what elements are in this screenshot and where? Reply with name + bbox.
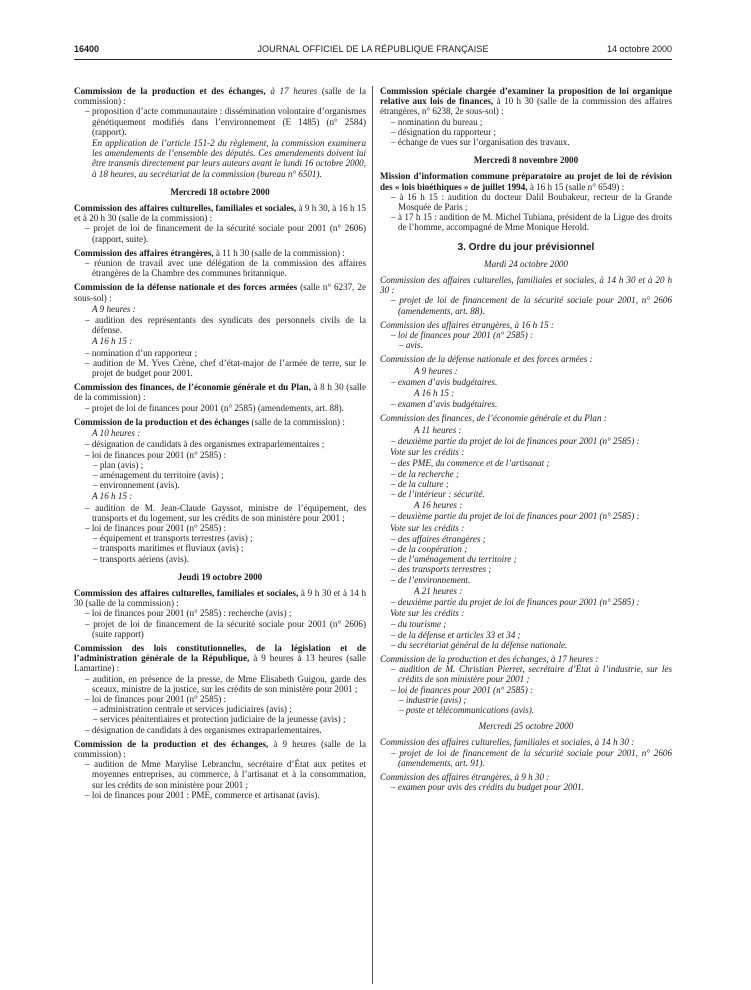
committee-heading: Commission spéciale chargée d’examiner la proposition de loi organique relative aux lois de finances, à 10 h 30 (salle de la commission des affaires étrangères, n° 6238, 2e sous-sol) : <box>380 86 673 117</box>
agenda-subitem: – aménagement du territoire (avis) ; <box>93 469 224 480</box>
committee-heading: Commission des finances, de l’économie générale et du Plan, à 8 h 30 (salle de la commission) : <box>74 382 366 403</box>
vote-label: Vote sur les crédits : <box>390 608 465 619</box>
committee-heading: Commission de la défense nationale et des forces armées (salle n° 6237, 2e sous-sol) : <box>74 282 366 303</box>
credit-item: – des affaires étrangères ; <box>391 533 486 544</box>
agenda-item: – loi de finances pour 2001 : PME, commerce et artisanat (avis). <box>85 789 320 800</box>
committee-heading: Commission des affaires étrangères, à 11 h 30 (salle de la commission) : <box>74 247 345 258</box>
agenda-item: – audition des représentants des syndicats des personnels civils de la défense. <box>85 315 366 336</box>
agenda-item: – audition de M. Christian Pierret, secrétaire d’État à l’industrie, sur les crédits de son ministère pour 2001 ; <box>391 664 672 685</box>
credit-item: – de la recherche ; <box>391 468 460 479</box>
credit-item: – de l’intérieur : sécurité. <box>391 488 485 499</box>
section-title: 3. Ordre du jour prévisionnel <box>457 241 595 253</box>
agenda-block <box>74 417 366 564</box>
agenda-block <box>380 354 672 409</box>
committee-heading: Commission des lois constitutionnelles, de la législation et de l’administration générale de la République, à 9 heures à 13 heures (salle Lamartine) : <box>74 642 366 674</box>
agenda-item: – audition de M. Jean-Claude Gayssot, ministre de l’équipement, des transports et du logement, sur les crédits de son ministère pour 2001 ; <box>85 502 366 523</box>
time-label: A 9 heures : <box>414 365 458 376</box>
agenda-item: – projet de loi de financement de la sécurité sociale pour 2001 (n° 2606) (rapport, suite). <box>85 223 366 244</box>
agenda-item: – projet de loi de finances pour 2001 (n° 2585) (amendements, art. 88). <box>85 402 344 413</box>
agenda-block <box>380 413 672 649</box>
committee-heading: Commission des affaires culturelles, familiales et sociales, à 9 h 30, à 16 h 15 et à 20 h 30 (salle de la commission) : <box>74 203 366 224</box>
time-label: A 11 heures : <box>414 424 462 435</box>
agenda-item: – examen d’avis budgétaires. <box>391 376 498 387</box>
agenda-item: – examen d’avis budgétaires. <box>391 399 498 410</box>
committee-heading: Commission de la production et des échanges (salle de la commission) : <box>74 416 345 427</box>
agenda-block <box>74 203 366 244</box>
committee-heading: Commission des affaires culturelles, familiales et sociales, à 14 h 30 et à 20 h 30 : <box>380 275 672 296</box>
agenda-item: – deuxième partie du projet de loi de finances pour 2001 (n° 2585) : <box>391 596 640 607</box>
column-divider <box>372 86 373 984</box>
date-heading: Mardi 24 octobre 2000 <box>484 258 568 269</box>
committee-heading: Commission des affaires culturelles, familiales et sociales, à 9 h 30 et à 14 h 30 (salle de la commission) : <box>74 587 366 609</box>
agenda-subitem: – poste et télécommunications (avis). <box>399 704 535 715</box>
agenda-item: – examen pour avis des crédits du budget pour 2001. <box>391 782 584 793</box>
agenda-block <box>380 772 672 792</box>
page-header <box>74 44 672 58</box>
agenda-item: – loi de finances pour 2001 (n° 2585) : <box>85 522 227 533</box>
committee-heading: Mission d’information commune préparatoire au projet de loi de révision des « lois bioéthiques » de juillet 1994, à 16 h 15 (salle n° 6549) : <box>380 171 672 192</box>
agenda-item: – désignation du rapporteur ; <box>391 126 497 137</box>
agenda-block <box>380 320 672 351</box>
date-heading: Mercredi 18 octobre 2000 <box>170 186 270 197</box>
agenda-item: – projet de loi de financement de la sécurité sociale pour 2001 (n° 2606) (suite rapport) <box>85 618 366 639</box>
agenda-item: – audition de M. Yves Crène, chef d’état-major de l’armée de terre, sur le projet de budget pour 2001. <box>85 357 366 379</box>
right-column <box>380 86 672 796</box>
agenda-block <box>380 275 672 316</box>
time-label: A 16 h 15 : <box>414 388 455 399</box>
agenda-item: – loi de finances pour 2001 (n° 2585) : <box>85 449 227 460</box>
date-heading: Mercredi 8 novembre 2000 <box>473 155 579 166</box>
agenda-subitem: – industrie (avis) ; <box>399 694 467 705</box>
agenda-subitem: – équipement et transports terrestres (avis) ; <box>93 533 253 544</box>
agenda-block <box>380 737 672 768</box>
vote-label: Vote sur les crédits : <box>390 447 465 458</box>
agenda-block <box>74 643 366 735</box>
time-label: A 16 h 15 : <box>92 491 133 502</box>
agenda-subitem: – plan (avis) ; <box>93 459 144 470</box>
committee-heading: Commission de la production et des échanges, à 17 heures : <box>380 653 599 664</box>
credit-item: – de l’aménagement du territoire ; <box>391 554 517 565</box>
agenda-item: – nomination d’un rapporteur ; <box>85 347 198 358</box>
committee-heading: Commission des affaires étrangères, à 9 h 30 : <box>380 771 550 782</box>
agenda-item: – proposition d’acte communautaire : dissémination volontaire d’organismes génétiquement modifiés dans l’environnement (E 1485) (n° 2584) (rapport). <box>85 106 366 137</box>
agenda-block <box>74 248 366 279</box>
committee-heading: Commission des finances, de l’économie générale et du Plan : <box>380 413 607 424</box>
time-label: A 16 heures : <box>414 500 463 511</box>
agenda-item: – désignation de candidats à des organismes extraparlementaires ; <box>85 439 325 450</box>
agenda-item: – échange de vues sur l’organisation des travaux. <box>391 137 570 148</box>
agenda-item: – audition, en présence de la presse, de Mme Elisabeth Guigou, garde des sceaux, ministre de la justice, sur les crédits de son ministère pour 2001 ; <box>85 673 366 694</box>
issue-date: 14 octobre 2000 <box>606 44 672 54</box>
agenda-item: – deuxième partie du projet de loi de finances pour 2001 (n° 2585) : <box>391 435 640 446</box>
agenda-block <box>380 654 672 715</box>
agenda-item: – loi de finances pour 2001 (n° 2585) : <box>391 330 534 341</box>
agenda-block <box>380 86 672 147</box>
date-heading: Mercredi 25 octobre 2000 <box>478 721 574 732</box>
agenda-item: – désignation de candidats à des organismes extraparlementaires. <box>85 724 322 735</box>
agenda-block <box>74 739 366 800</box>
committee-heading: Commission de la défense nationale et des forces armées : <box>380 354 593 365</box>
agenda-block <box>74 382 366 413</box>
credit-item: – de la défense et articles 33 et 34 ; <box>391 629 521 640</box>
time-label: A 10 heures : <box>92 428 141 439</box>
agenda-subitem: – administration centrale et services judiciaires (avis) ; <box>93 704 292 715</box>
agenda-block <box>74 282 366 378</box>
agenda-item: – projet de loi de financement de la sécurité sociale pour 2001, n° 2606 (amendements, art. 88). <box>391 295 672 316</box>
agenda-item: – audition de Mme Marylise Lebranchu, secrétaire d’État aux petites et moyennes entreprises, au commerce, à l’artisanat et à la consommation, sur les crédits de son ministère pour 2001 ; <box>85 759 366 790</box>
agenda-subitem: – environnement (avis). <box>93 480 180 491</box>
agenda-item: – loi de finances pour 2001 (n° 2585) : recherche (avis) ; <box>85 608 292 619</box>
committee-heading: Commission de la production et des échanges, à 9 heures (salle de la commission) : <box>74 738 366 759</box>
committee-heading: Commission de la production et des échanges, à 17 heures (salle de la commission) : <box>74 86 366 107</box>
journal-title: JOURNAL OFFICIEL DE LA RÉPUBLIQUE FRANÇAISE <box>257 44 489 54</box>
agenda-item: – loi de finances pour 2001 (n° 2585) : <box>391 684 534 695</box>
credit-item: – des PME, du commerce et de l’artisanat ; <box>391 458 550 469</box>
header-rule <box>74 59 672 60</box>
agenda-block <box>74 86 366 179</box>
credit-item: – du secrétariat général de la défense nationale. <box>391 639 568 650</box>
left-column <box>74 86 366 804</box>
agenda-item: – projet de loi de financement de la sécurité sociale pour 2001, n° 2606 (amendements, art. 91). <box>391 747 672 768</box>
time-label: A 16 h 15 : <box>92 336 133 347</box>
time-label: A 9 heures : <box>92 303 136 314</box>
vote-label: Vote sur les crédits : <box>390 522 465 533</box>
agenda-item: – réunion de travail avec une délégation de la commission des affaires étrangères de la Chambre des communes britannique. <box>85 258 366 279</box>
agenda-block <box>74 588 366 639</box>
credit-item: – de l’environnement. <box>391 574 471 585</box>
agenda-subitem: – avis. <box>399 340 423 351</box>
agenda-subitem: – services pénitentiaires et protection judiciaire de la jeunesse (avis) ; <box>93 714 346 725</box>
agenda-item: – à 17 h 15 : audition de M. Michel Tubiana, président de la Ligue des droits de l’homme, accompagné de Mme Monique Herold. <box>391 212 672 233</box>
agenda-block <box>380 171 672 232</box>
date-heading: Jeudi 19 octobre 2000 <box>177 571 263 582</box>
credit-item: – de la culture ; <box>391 478 449 489</box>
credit-item: – des transports terrestres ; <box>391 564 492 575</box>
note-paragraph: En application de l’article 151-2 du règlement, la commission examinera les amendements de l’ensemble des députés. Ces amendements doivent lui être transmis directement par leurs auteurs avant le lundi 16 octobre 2000, à 18 heures, au secrétariat de la commission (bureau n° 6501). <box>92 138 366 179</box>
committee-heading: Commission des affaires étrangères, à 16 h 15 : <box>380 319 554 330</box>
agenda-subitem: – transports maritimes et fluviaux (avis) ; <box>93 543 244 554</box>
page-number: 16400 <box>74 44 100 54</box>
agenda-item: – loi de finances pour 2001 (n° 2585) : <box>85 693 227 704</box>
agenda-subitem: – transports aériens (avis). <box>93 553 189 564</box>
agenda-item: – deuxième partie du projet de loi de finances pour 2001 (n° 2585) : <box>391 511 640 522</box>
credit-item: – du tourisme ; <box>391 619 447 630</box>
credit-item: – de la coopération ; <box>391 543 468 554</box>
agenda-item: – nomination du bureau ; <box>391 116 483 127</box>
time-label: A 21 heures : <box>414 585 463 596</box>
committee-heading: Commission des affaires culturelles, familiales et sociales, à 14 h 30 : <box>380 737 635 748</box>
agenda-item: – à 16 h 15 : audition du docteur Dalil Boubakeur, recteur de la Grande Mosquée de Paris ; <box>391 191 672 213</box>
